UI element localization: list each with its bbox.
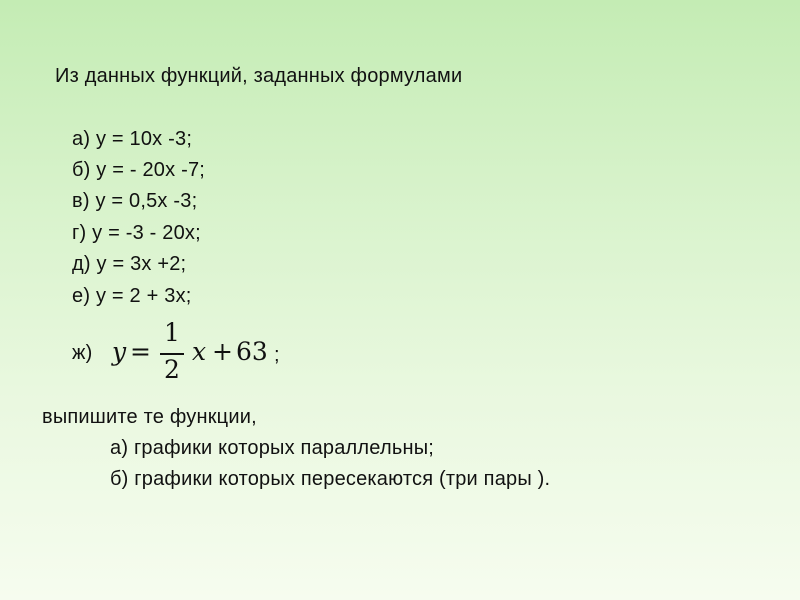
formula-constant: 63 xyxy=(236,337,268,366)
function-e: е) у = 2 + 3х; xyxy=(72,285,192,307)
function-zh-formula xyxy=(108,318,278,386)
formula-variable: x xyxy=(192,337,207,366)
slide-title: Из данных функций, заданных формулами xyxy=(55,65,463,87)
task-intro: выпишите те функции, xyxy=(42,406,257,428)
formula-plus: + xyxy=(212,337,233,366)
function-v: в) у = 0,5х -3; xyxy=(72,190,198,212)
formula-lhs: y xyxy=(112,337,127,366)
function-a: а) у = 10х -3; xyxy=(72,128,193,150)
function-b: б) у = - 20х -7; xyxy=(72,159,206,181)
fraction-denominator: 2 xyxy=(164,355,180,384)
task-item-b: б) графики которых пересекаются (три пары ). xyxy=(110,468,551,490)
function-d: д) у = 3х +2; xyxy=(72,253,187,275)
fraction-numerator: 1 xyxy=(164,318,180,347)
function-g: г) у = -3 - 20х; xyxy=(72,222,201,244)
function-zh-label: ж) xyxy=(72,342,93,364)
formula-equals: = xyxy=(130,337,151,366)
task-item-a: а) графики которых параллельны; xyxy=(110,437,435,459)
function-zh-semicolon: ; xyxy=(274,344,280,366)
